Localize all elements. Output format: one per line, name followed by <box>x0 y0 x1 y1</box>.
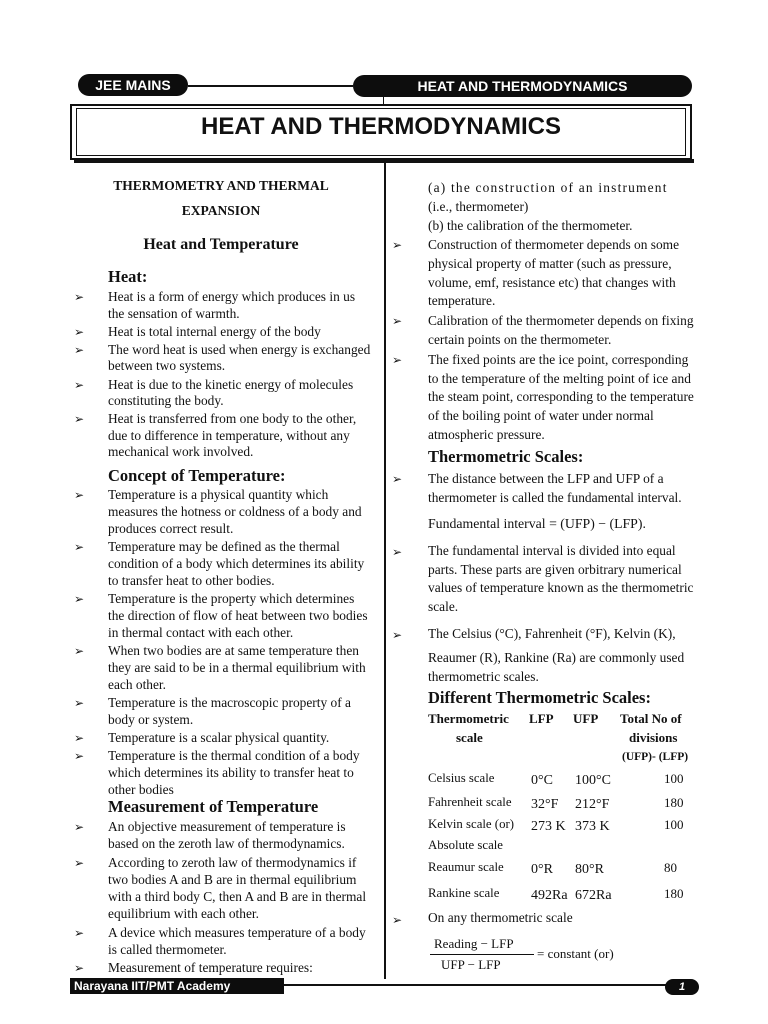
bullet-marker: ➢ <box>74 644 85 658</box>
intro-line-a: (a) the construction of an instrument <box>428 180 668 195</box>
table-cell-lfp: 0°C <box>531 773 553 788</box>
intro-line-a2: (i.e., thermometer) <box>428 199 529 214</box>
table-cell-lfp: 273 K <box>531 819 566 834</box>
heat-bullet-line: Heat is due to the kinetic energy of molecules <box>108 376 354 392</box>
divided-bullet-line-2: parts. These parts are given orbitrary numerical <box>428 562 682 577</box>
bullet-marker: ➢ <box>74 342 85 357</box>
temperature-bullet-line: body or system. <box>108 712 194 727</box>
bullet-marker: ➢ <box>74 540 85 554</box>
heat-bullet-line: Heat is a form of energy which produces in us <box>108 289 356 304</box>
lfp-bullet-line-1: The distance between the LFP and UFP of a <box>428 471 664 486</box>
bullet-marker: ➢ <box>392 628 403 642</box>
measurement-bullet-line: An objective measurement of temperature is <box>108 819 346 834</box>
table-cell-ufp: 373 K <box>575 819 610 834</box>
table-cell-div: 180 <box>664 886 684 901</box>
table-cell-div: 180 <box>664 795 684 810</box>
heat-bullet-line: mechanical work involved. <box>108 444 254 460</box>
measurement-bullet-line: is called thermometer. <box>108 941 227 957</box>
table-cell-div: 80 <box>664 860 677 875</box>
formula-numerator: Reading − LFP <box>434 936 514 951</box>
temperature-bullet-line: which determines its ability to transfer heat to <box>108 765 354 780</box>
formula-denominator: UFP − LFP <box>441 957 501 972</box>
measurement-bullet-line: A device which measures temperature of a body <box>108 924 366 940</box>
measurement-bullet-line: based on the zeroth law of thermodynamics. <box>108 836 345 852</box>
thermometer-bullet-line: to the temperature of the melting point of ice and <box>428 370 691 386</box>
bullet-marker: ➢ <box>74 749 85 763</box>
lfp-bullet-line-2: thermometer is called the fundamental interval. <box>428 490 682 505</box>
any-scale-bullet: On any thermometric scale <box>428 910 573 925</box>
table-cell-lfp: 0°R <box>531 862 553 877</box>
table-cell-scale: Absolute scale <box>428 838 503 852</box>
temperature-bullet-line: measures the hotness or coldness of a body and <box>108 504 362 519</box>
table-cell-lfp: 492Ra <box>531 888 568 903</box>
table-cell-scale: Celsius scale <box>428 771 495 785</box>
formula-fraction-bar <box>430 954 534 955</box>
table-cell-ufp: 100°C <box>575 773 611 788</box>
bullet-marker: ➢ <box>74 324 85 339</box>
heat-heading: Heat: <box>108 267 148 286</box>
header-tag-jee-mains: JEE MAINS <box>78 74 188 96</box>
table-header-scale-1: Thermometric <box>428 711 509 726</box>
thermometer-bullet-line: Construction of thermometer depends on some <box>428 237 680 252</box>
table-cell-scale: Reaumur scale <box>428 860 504 874</box>
table-header-total-3: (UFP)- (LFP) <box>622 751 689 763</box>
section-title-line-1: THERMOMETRY AND THERMAL <box>113 178 329 193</box>
temperature-bullet-line: Temperature is a physical quantity which <box>108 487 329 502</box>
bullet-marker: ➢ <box>74 961 85 976</box>
measurement-bullet-line: equilibrium with each other. <box>108 906 259 922</box>
table-header-total-1: Total No of <box>620 711 682 726</box>
temperature-bullet-line: they are said to be in a thermal equilibrium with <box>108 660 366 675</box>
heat-bullet-line: Heat is transferred from one body to the other, <box>108 411 357 427</box>
table-header-lfp: LFP <box>529 711 554 726</box>
temperature-bullet-line: condition of a body which determines its ability <box>108 556 365 571</box>
temperature-bullet-line: other bodies <box>108 782 174 797</box>
bullet-marker: ➢ <box>74 592 85 606</box>
header-tag-topic: HEAT AND THERMODYNAMICS <box>353 75 692 97</box>
thermometer-bullet-line: the steam point, corresponding to the temperature <box>428 389 694 405</box>
temperature-bullet-line: Temperature may be defined as the thermal <box>108 539 340 554</box>
divided-bullet-line-4: scale. <box>428 599 459 614</box>
table-header-ufp: UFP <box>573 711 599 726</box>
bullet-marker: ➢ <box>74 925 85 940</box>
temperature-bullet-line: Temperature is the macroscopic property of a <box>108 695 351 710</box>
different-scales-heading: Different Thermometric Scales: <box>428 688 651 707</box>
heat-bullet-line: due to difference in temperature, without any <box>108 427 350 443</box>
footer-academy: Narayana IIT/PMT Academy <box>70 978 284 994</box>
column-divider <box>384 163 386 979</box>
bullet-marker: ➢ <box>74 412 85 427</box>
table-cell-div: 100 <box>664 817 684 832</box>
bullet-marker: ➢ <box>74 290 85 304</box>
table-cell-lfp: 32°F <box>531 797 559 812</box>
bullet-marker: ➢ <box>74 855 85 870</box>
measurement-bullet-line: According to zeroth law of thermodynamics if <box>108 854 357 870</box>
fundamental-interval-formula: Fundamental interval = (UFP) − (LFP). <box>428 516 646 531</box>
temperature-bullet-line: each other. <box>108 677 166 692</box>
table-cell-div: 100 <box>664 771 684 786</box>
thermometer-bullet-line: Calibration of the thermometer depends on fixing <box>428 313 694 329</box>
measurement-bullet-line: Measurement of temperature requires: <box>108 960 313 976</box>
table-cell-ufp: 212°F <box>575 797 610 812</box>
bullet-marker: ➢ <box>392 238 403 252</box>
heat-bullet-line: The word heat is used when energy is exchanged <box>108 341 371 357</box>
heat-bullet-line: between two systems. <box>108 358 226 374</box>
page-number: 1 <box>665 979 699 995</box>
table-cell-scale: Kelvin scale (or) <box>428 817 514 831</box>
temperature-bullet-line: Temperature is the thermal condition of a body <box>108 748 360 763</box>
divided-bullet-line-1: The fundamental interval is divided into equal <box>428 543 676 558</box>
thermometer-bullet-line: The fixed points are the ice point, corresponding <box>428 351 689 367</box>
temperature-bullet-line: When two bodies are at same temperature then <box>108 643 359 658</box>
table-cell-ufp: 80°R <box>575 862 604 877</box>
measurement-bullet-line: two bodies A and B are in thermal equilibrium <box>108 871 357 887</box>
measurement-bullet-line: with a third body C, then A and B are in thermal <box>108 889 367 904</box>
bullet-marker: ➢ <box>74 820 85 834</box>
bullet-marker: ➢ <box>74 731 85 745</box>
divided-bullet-line-3: values of temperature known as the thermometric <box>428 580 694 595</box>
bullet-marker: ➢ <box>392 314 403 329</box>
temperature-bullet-line: to transfer heat to other bodies. <box>108 573 275 588</box>
thermometer-bullet-line: volume, emf, resistance etc) that changes with <box>428 274 676 290</box>
bullet-marker: ➢ <box>392 545 403 559</box>
thermometer-bullet-line: certain points on the thermometer. <box>428 332 612 347</box>
intro-line-b: (b) the calibration of the thermometer. <box>428 218 633 233</box>
bullet-marker: ➢ <box>74 696 85 710</box>
heat-bullet-line: constituting the body. <box>108 393 224 409</box>
measurement-heading: Measurement of Temperature <box>108 797 319 816</box>
thermometer-bullet-line: physical property of matter (such as pressure, <box>428 255 672 271</box>
table-header-total-2: divisions <box>629 730 678 745</box>
temperature-bullet-line: Temperature is a scalar physical quantity. <box>108 730 330 745</box>
section-subtitle: Heat and Temperature <box>143 236 299 253</box>
temperature-bullet-line: the direction of flow of heat between two bodies <box>108 608 368 623</box>
table-cell-ufp: 672Ra <box>575 888 612 903</box>
thermometer-bullet-line: temperature. <box>428 293 496 309</box>
bullet-marker: ➢ <box>74 377 85 392</box>
scales-units-line-3: thermometric scales. <box>428 669 539 684</box>
temperature-bullet-line: Temperature is the property which determines <box>108 591 355 606</box>
thermometric-scales-heading: Thermometric Scales: <box>428 447 584 466</box>
heat-bullet-line: Heat is total internal energy of the body <box>108 323 321 339</box>
bullet-marker: ➢ <box>74 488 85 502</box>
table-cell-scale: Fahrenheit scale <box>428 795 512 809</box>
thermometer-bullet-line: atmospheric pressure. <box>428 427 545 442</box>
heat-bullet-line: the sensation of warmth. <box>108 305 240 321</box>
bullet-marker: ➢ <box>392 352 403 367</box>
page-title: HEAT AND THERMODYNAMICS <box>201 113 561 140</box>
formula-rhs: = constant (or) <box>537 946 614 961</box>
temperature-bullet-line: in thermal contact with each other. <box>108 625 294 640</box>
table-header-scale-2: scale <box>456 730 483 745</box>
temperature-heading: Concept of Temperature: <box>108 466 286 485</box>
section-title-line-2: EXPANSION <box>181 203 261 218</box>
scales-units-line-1: The Celsius (°C), Fahrenheit (°F), Kelvin (K), <box>428 626 676 641</box>
temperature-bullet-line: produces correct result. <box>108 521 234 536</box>
thermometer-bullet-line: of the boiling point of water under normal <box>428 408 654 424</box>
header-rule <box>188 85 353 87</box>
bullet-marker: ➢ <box>392 472 403 486</box>
scales-units-line-2: Reaumer (R), Rankine (Ra) are commonly used <box>428 650 685 665</box>
table-cell-scale: Rankine scale <box>428 886 500 900</box>
bullet-marker: ➢ <box>392 913 403 927</box>
